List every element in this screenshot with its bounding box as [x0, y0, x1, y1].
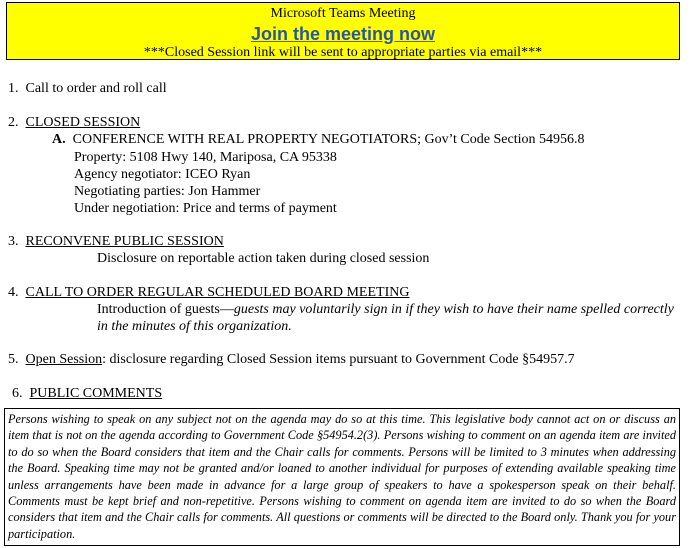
item-title: Open Session — [25, 352, 103, 367]
item-title: CLOSED SESSION — [25, 115, 141, 130]
item-title: RECONVENE PUBLIC SESSION — [25, 234, 224, 249]
item-number: 3. — [8, 234, 19, 249]
public-comments-box: Persons wishing to speak on any subject not on the agenda may do so at this time. This legislative body cannot act on or discuss an item that is not on the agenda according to Government Code §54954.2(3). Persons wishing to comment on an agenda item are invited to do so when the Board considers that item and the Chair calls for comments. Persons will be limited to 3 minutes when addressing the Board. Speaking time may not be granted and/or loaned to another individual for purposes of extending available speaking time unless arrangements have been made in advance for a large group of speakers to have a spokesperson speak on their behalf. Comments must be kept brief and non-repetitive. Persons wishing to comment on agenda item are invited to do so when the Board considers that item and the Chair calls for comments. All questions or comments will be directed to the Board only. Thank you for your participation. — [4, 408, 680, 546]
introduction-italic-2: in the minutes of this organization. — [97, 319, 292, 334]
item-number: 5. — [8, 352, 19, 367]
closed-session-subitem-a — [52, 131, 584, 148]
item-number: 4. — [8, 285, 19, 300]
item-title: CALL TO ORDER REGULAR SCHEDULED BOARD MEETING — [25, 285, 410, 300]
agenda-item-6 — [12, 385, 162, 402]
item-number: 6. — [12, 386, 23, 401]
subitem-title: CONFERENCE WITH REAL PROPERTY NEGOTIATORS; Gov’t Code Section 54956.8 — [72, 132, 585, 147]
item-number: 1. — [8, 81, 19, 96]
agenda-item-2 — [8, 114, 140, 131]
agenda-item-1 — [8, 80, 167, 97]
introduction-label: Introduction of guests— — [97, 302, 234, 317]
agenda-item-3 — [8, 233, 224, 250]
property-line: Property: 5108 Hwy 140, Mariposa, CA 95338 — [74, 150, 337, 165]
introduction-line — [97, 301, 674, 318]
join-meeting-link[interactable]: Join the meeting now — [250, 24, 435, 44]
negotiating-parties-line: Negotiating parties: Jon Hammer — [74, 184, 261, 199]
subitem-letter: A. — [52, 132, 66, 147]
banner-title: Microsoft Teams Meeting — [270, 6, 416, 21]
open-session-text: : disclosure regarding Closed Session items pursuant to Government Code §54957.7 — [102, 352, 575, 367]
teams-meeting-banner — [6, 2, 680, 60]
item-title: PUBLIC COMMENTS — [29, 386, 163, 401]
agency-negotiator-line: Agency negotiator: ICEO Ryan — [74, 167, 251, 182]
item-title: Call to order and roll call — [25, 81, 167, 96]
closed-session-note: ***Closed Session link will be sent to appropriate parties via email*** — [143, 45, 543, 60]
item-number: 2. — [8, 115, 19, 130]
reconvene-text: Disclosure on reportable action taken during closed session — [97, 251, 430, 266]
agenda-item-5 — [8, 351, 575, 368]
introduction-italic-1: guests may voluntarily sign in if they wish to have their name spelled correctly — [233, 302, 674, 317]
under-negotiation-line: Under negotiation: Price and terms of payment — [74, 201, 337, 216]
agenda-item-4 — [8, 284, 409, 301]
